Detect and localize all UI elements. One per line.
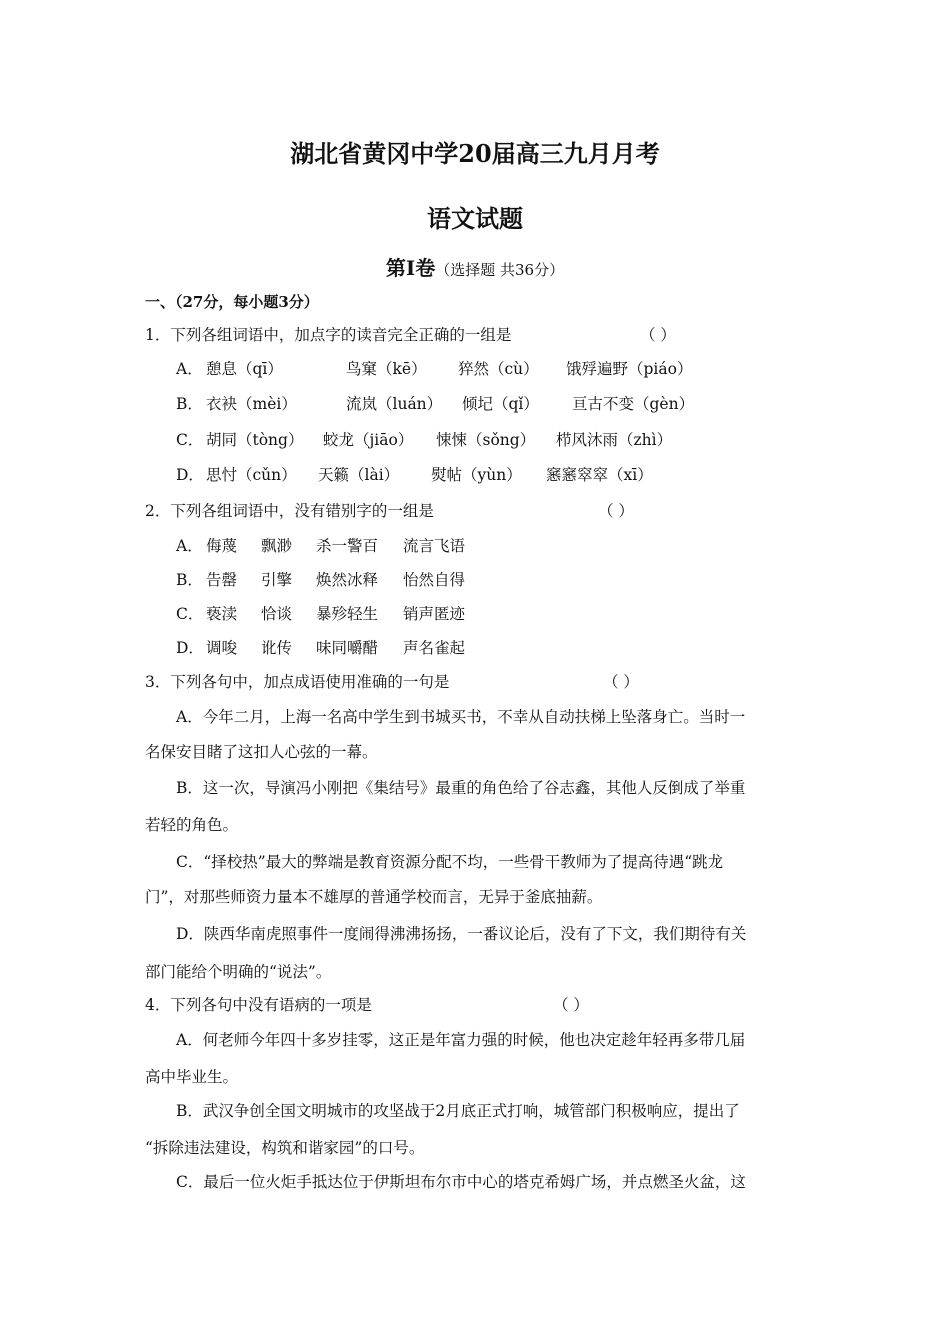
q4-answer-blank: （ ） [553,996,589,1014]
q1-stem: 1．下列各组词语中，加点字的读音完全正确的一组是 [145,326,512,344]
section-heading: 一、（27分，每小题3分） [145,293,319,311]
option-word: 熨帖（yùn） [431,466,522,484]
option-word: 引擎 [261,571,293,589]
q1-answer-blank: （ ） [640,326,676,344]
option-word: 窸窸窣窣（xī） [546,466,653,484]
q3-option-b-line1: B．这一次，导演冯小刚把《集结号》最重的角色给了谷志鑫，其他人反倒成了举重 [176,779,746,797]
q3-option-a-line2: 名保安目睹了这扣人心弦的一幕。 [145,743,378,761]
q2-option-d [176,638,466,658]
option-label: A． [176,537,203,555]
q1-option-a [176,359,693,379]
option-word: 恰谈 [261,605,293,623]
q3-option-b-line2: 若轻的角色。 [145,816,239,834]
exam-subtitle: 语文试题 [427,204,523,233]
option-word: 栉风沐雨（zhì） [556,431,673,449]
q2-option-a [176,536,466,556]
option-word: 饿殍遍野（piáo） [566,360,693,378]
option-label: B． [176,571,203,589]
option-word: 味同嚼醋 [316,639,379,657]
option-word: 焕然冰释 [316,571,379,589]
option-word: 憩息（qī） [206,360,283,378]
option-label: D． [176,466,204,484]
option-label: B． [176,395,203,413]
option-word: 倾圮（qǐ） [462,395,539,413]
option-word: 告罄 [206,571,238,589]
q1-option-d [176,465,653,485]
option-label: D． [176,639,204,657]
option-word: 猝然（cù） [458,360,539,378]
q1-option-b [176,394,695,414]
option-word: 思忖（cǔn） [206,466,297,484]
q3-stem: 3．下列各句中，加点成语使用准确的一句是 [145,673,450,691]
q4-option-a-line2: 高中毕业生。 [145,1068,239,1086]
volume-heading [0,252,950,281]
option-word: 侮蔑 [206,537,238,555]
q4-stem: 4．下列各句中没有语病的一项是 [145,996,372,1014]
q2-answer-blank: （ ） [598,502,634,520]
q3-option-d-line1: D．陕西华南虎照事件一度闹得沸沸扬扬，一番议论后，没有了下文，我们期待有关 [176,925,747,943]
q4-option-b-line1: B．武汉争创全国文明城市的攻坚战于2月底正式打响，城管部门积极响应，提出了 [176,1102,740,1120]
q3-option-c-line2: 门”，对那些师资力量本不雄厚的普通学校而言，无异于釜底抽薪。 [145,888,603,906]
volume-label: 第I卷 [385,256,436,280]
option-word: 流言飞语 [403,537,466,555]
q4-option-a-line1: A．何老师今年四十多岁挂零，这正是年富力强的时候，他也决定趁年轻再多带几届 [176,1031,746,1049]
option-label: A． [176,360,203,378]
option-word: 暴殄轻生 [316,605,379,623]
volume-note: （选择题 共36分） [435,261,565,279]
option-word: 亵渎 [206,605,238,623]
q3-option-d-line2: 部门能给个明确的“说法”。 [145,963,332,981]
option-label: C． [176,431,204,449]
exam-title: 湖北省黄冈中学20届高三九月月考 [290,139,660,168]
q4-option-c-line1: C．最后一位火炬手抵达位于伊斯坦布尔市中心的塔克希姆广场，并点燃圣火盆，这 [176,1173,746,1191]
option-word: 蛟龙（jiāo） [323,431,414,449]
q3-option-a-line1: A．今年二月，上海一名高中学生到书城买书，不幸从自动扶梯上坠落身亡。当时一 [176,708,746,726]
q2-stem: 2．下列各组词语中，没有错别字的一组是 [145,502,434,520]
option-word: 讹传 [261,639,293,657]
option-word: 飘渺 [261,537,293,555]
option-word: 胡同（tòng） [206,431,304,449]
option-word: 悚悚（sǒng） [436,431,536,449]
q3-answer-blank: （ ） [603,673,639,691]
option-word: 衣袂（mèi） [206,395,297,413]
option-word: 声名雀起 [403,639,466,657]
option-word: 杀一警百 [316,537,379,555]
q1-option-c [176,430,673,450]
option-word: 怡然自得 [403,571,466,589]
option-word: 调唆 [206,639,238,657]
q2-option-c [176,604,466,624]
option-word: 流岚（luán） [346,395,443,413]
q4-option-b-line2: “拆除违法建设，构筑和谐家园”的口号。 [145,1139,425,1157]
q3-option-c-line1: C．“择校热”最大的弊端是教育资源分配不均，一些骨干教师为了提高待遇“跳龙 [176,853,724,871]
option-word: 销声匿迹 [403,605,466,623]
option-word: 鸟窠（kē） [346,360,427,378]
option-word: 亘古不变（gèn） [572,395,695,413]
q2-option-b [176,570,466,590]
option-word: 天籁（lài） [318,466,400,484]
option-label: C． [176,605,204,623]
